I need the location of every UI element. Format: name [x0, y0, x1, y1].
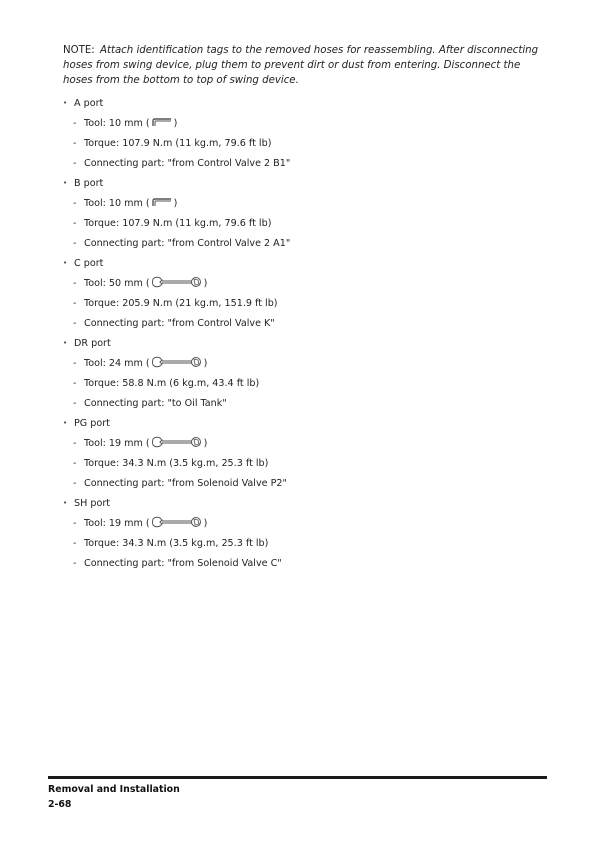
dash-icon: - [73, 397, 77, 409]
wrench-icon [151, 356, 203, 371]
dash-icon: - [73, 217, 77, 229]
tool-suffix: ) [203, 517, 208, 529]
dash-icon: - [73, 277, 77, 289]
wrench-icon [151, 436, 203, 451]
dash-icon: - [73, 197, 77, 209]
connecting-part: Connecting part: "from Control Valve 2 A1" [84, 237, 291, 249]
port-item [63, 493, 541, 573]
footer-page-number: 2-68 [48, 799, 72, 810]
dash-icon: - [73, 237, 77, 249]
tool-prefix: Tool: 10 mm ( [84, 117, 150, 129]
port-item [63, 173, 541, 253]
connecting-part: Connecting part: "from Control Valve 2 B1" [84, 157, 291, 169]
port-name: B port [74, 177, 104, 189]
port-name: SH port [74, 497, 111, 509]
tool-suffix: ) [173, 117, 178, 129]
dash-icon: - [73, 377, 77, 389]
wrench-icon [151, 276, 203, 291]
dash-icon: - [73, 557, 77, 569]
tool-prefix: Tool: 50 mm ( [84, 277, 150, 289]
port-name: DR port [74, 337, 111, 349]
torque-spec: Torque: 107.9 N.m (11 kg.m, 79.6 ft lb) [84, 137, 272, 149]
port-name: A port [74, 97, 104, 109]
dash-icon: - [73, 437, 77, 449]
port-name: PG port [74, 417, 110, 429]
bullet-icon: • [63, 179, 68, 187]
bullet-icon: • [63, 499, 68, 507]
bullet-icon: • [63, 99, 68, 107]
wrench-icon [151, 516, 203, 531]
hex-key-icon [151, 197, 173, 210]
tool-prefix: Tool: 10 mm ( [84, 197, 150, 209]
dash-icon: - [73, 457, 77, 469]
tool-prefix: Tool: 19 mm ( [84, 437, 150, 449]
port-name: C port [74, 257, 104, 269]
footer-divider [48, 776, 547, 779]
port-list [63, 93, 541, 573]
dash-icon: - [73, 477, 77, 489]
dash-icon: - [73, 137, 77, 149]
port-item [63, 413, 541, 493]
note-paragraph [63, 43, 541, 88]
tool-prefix: Tool: 19 mm ( [84, 517, 150, 529]
torque-spec: Torque: 34.3 N.m (3.5 kg.m, 25.3 ft lb) [84, 457, 269, 469]
tool-suffix: ) [203, 277, 208, 289]
tool-suffix: ) [173, 197, 178, 209]
note-label: NOTE: [63, 45, 95, 56]
bullet-icon: • [63, 339, 68, 347]
bullet-icon: • [63, 419, 68, 427]
dash-icon: - [73, 317, 77, 329]
torque-spec: Torque: 107.9 N.m (11 kg.m, 79.6 ft lb) [84, 217, 272, 229]
connecting-part: Connecting part: "to Oil Tank" [84, 397, 227, 409]
torque-spec: Torque: 205.9 N.m (21 kg.m, 151.9 ft lb) [84, 297, 278, 309]
connecting-part: Connecting part: "from Solenoid Valve P2" [84, 477, 287, 489]
port-item [63, 93, 541, 173]
dash-icon: - [73, 157, 77, 169]
dash-icon: - [73, 117, 77, 129]
tool-prefix: Tool: 24 mm ( [84, 357, 150, 369]
connecting-part: Connecting part: "from Solenoid Valve C" [84, 557, 282, 569]
bullet-icon: • [63, 259, 68, 267]
port-item [63, 253, 541, 333]
dash-icon: - [73, 537, 77, 549]
port-item [63, 333, 541, 413]
connecting-part: Connecting part: "from Control Valve K" [84, 317, 275, 329]
footer-section-title: Removal and Installation [48, 784, 180, 795]
hex-key-icon [151, 117, 173, 130]
torque-spec: Torque: 58.8 N.m (6 kg.m, 43.4 ft lb) [84, 377, 260, 389]
dash-icon: - [73, 357, 77, 369]
tool-suffix: ) [203, 437, 208, 449]
dash-icon: - [73, 517, 77, 529]
note-text: Attach identification tags to the removed hoses for reassembling. After disconnecting hoses from swing device, plug them to prevent dirt or dust from entering. Disconnect the hoses from the bottom to top of swing device. [63, 45, 539, 86]
tool-suffix: ) [203, 357, 208, 369]
dash-icon: - [73, 297, 77, 309]
torque-spec: Torque: 34.3 N.m (3.5 kg.m, 25.3 ft lb) [84, 537, 269, 549]
